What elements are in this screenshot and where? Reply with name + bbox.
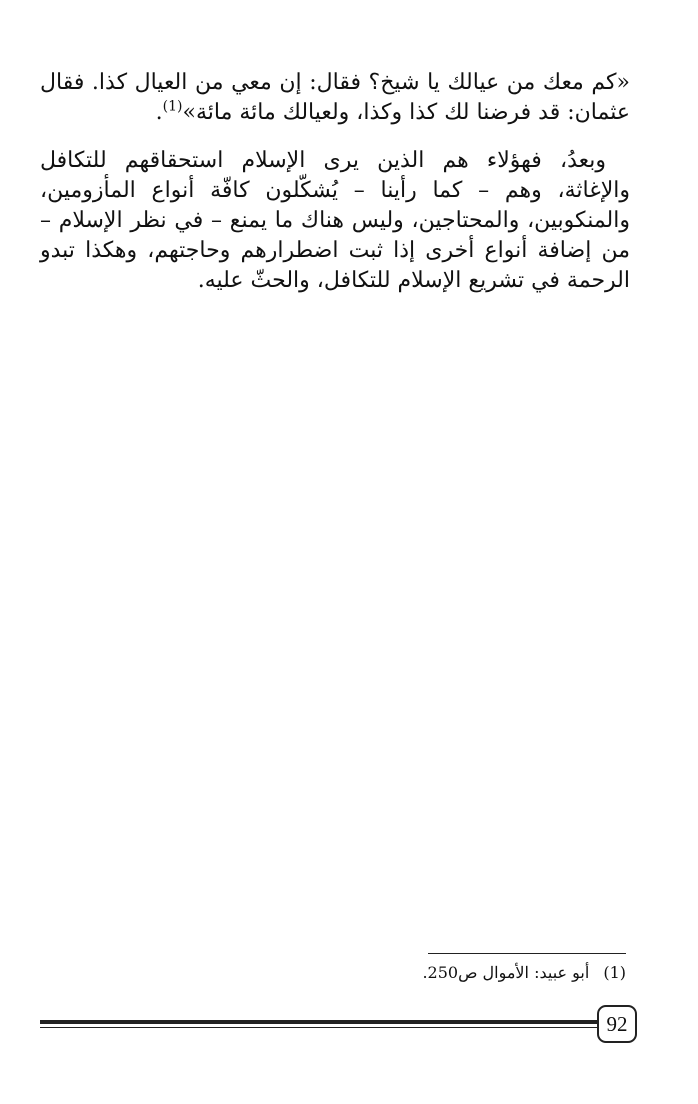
footnote [422, 962, 626, 984]
page-number [597, 1005, 637, 1043]
paragraph-2 [40, 146, 630, 296]
main-text [40, 68, 630, 296]
bottom-rule-thick [40, 1020, 598, 1024]
footnote-reference: (1) [162, 98, 183, 115]
paragraph-1-end: . [155, 100, 163, 125]
bottom-rule-thin [40, 1027, 598, 1028]
footnote-separator [428, 953, 626, 954]
footnote-number: (1) [603, 963, 626, 982]
footnote-text: أبو عبيد: الأموال ص250. [422, 963, 590, 982]
paragraph-1 [40, 68, 630, 128]
paragraph-1-text: «كم معك من عيالك يا شيخ؟ فقال: إن معي من العيال كذا. فقال عثمان: قد فرضنا لك كذا وكذا، ولعيالك مائة مائة» [40, 70, 630, 125]
paragraph-2-text: وبعدُ، فهؤلاء هم الذين يرى الإسلام استحقاقهم للتكافل والإغاثة، وهم – كما رأينا – يُشكّلون كافّة أنواع المأزومين، والمنكوبين، والمحتاجين، وليس هناك ما يمنع – في نظر الإسلام – من إضافة أنواع أخرى إذا ثبت اضطرارهم وحاجتهم، وهكذا تبدو الرحمة في تشريع الإسلام للتكافل، والحثّ عليه. [40, 148, 630, 293]
page-number-text: 92 [606, 1012, 628, 1036]
